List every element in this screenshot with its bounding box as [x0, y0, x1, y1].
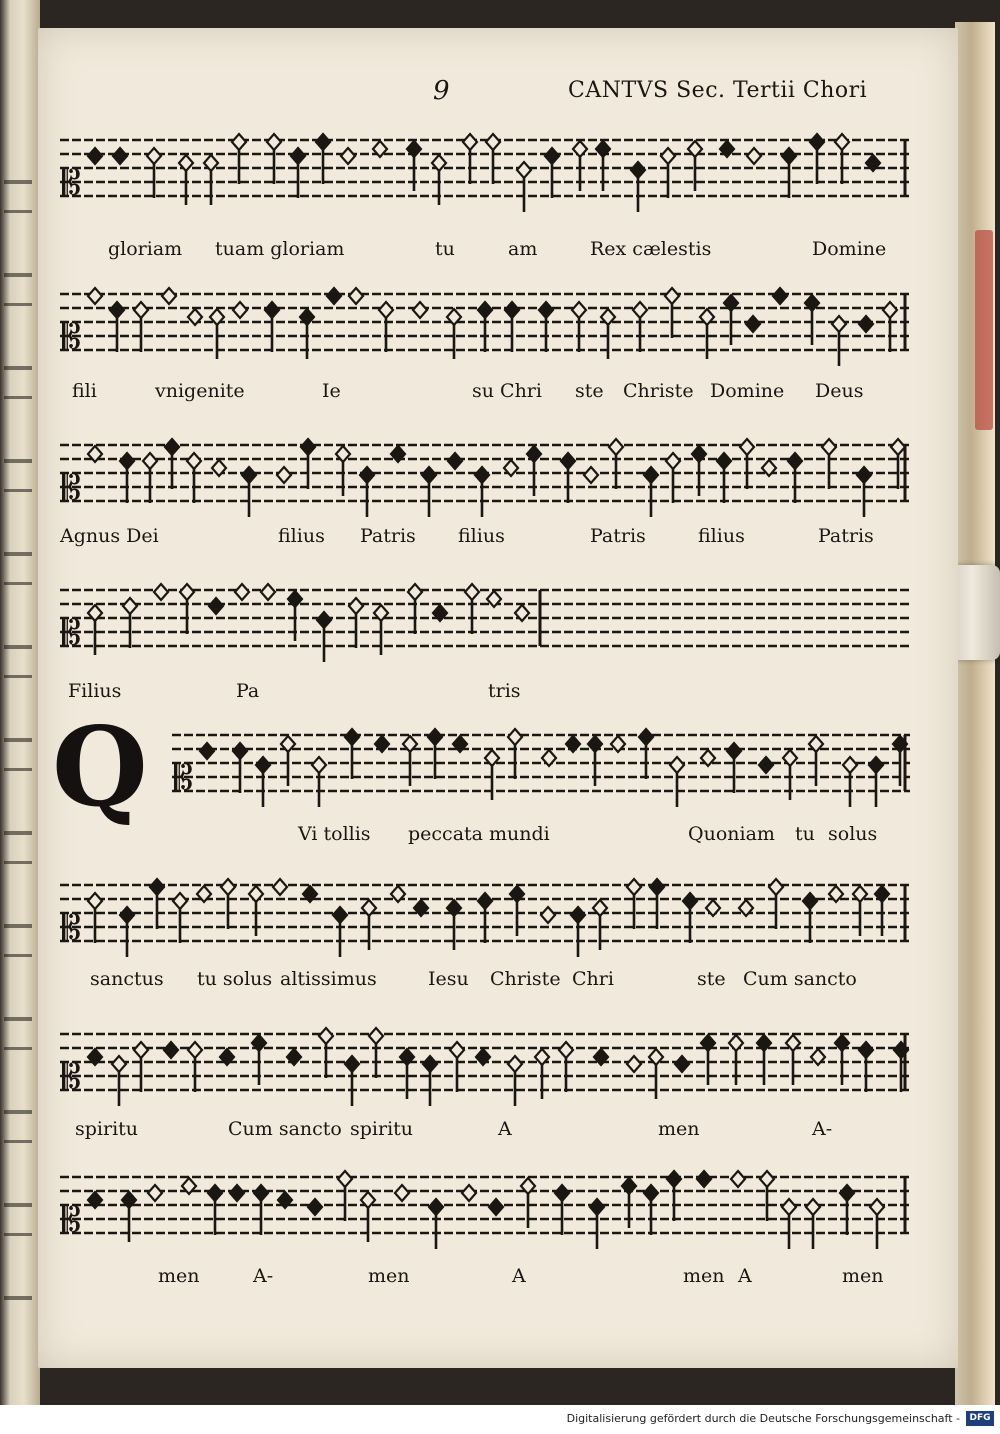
lyric-word: Patris — [818, 525, 874, 547]
note-glyph — [627, 1056, 641, 1072]
note-glyph — [869, 757, 883, 807]
note-glyph — [422, 467, 436, 517]
lyric-word: Filius — [68, 680, 122, 702]
page-header — [38, 48, 958, 106]
note-glyph — [148, 1185, 162, 1201]
note-glyph — [573, 141, 587, 191]
note-glyph — [666, 453, 680, 503]
note-glyph — [447, 309, 461, 359]
lyrics-line — [60, 968, 915, 998]
note-glyph — [88, 605, 102, 655]
note-glyph — [180, 584, 194, 634]
staff — [60, 1165, 915, 1265]
note-glyph — [782, 148, 796, 198]
lyric-word: Deus — [815, 380, 864, 402]
lyric-word: filius — [458, 525, 505, 547]
note-glyph — [319, 1028, 333, 1078]
note-glyph — [853, 886, 867, 936]
note-glyph — [773, 288, 787, 304]
lyric-word: Quoniam — [688, 823, 775, 845]
note-glyph — [256, 757, 270, 807]
note-glyph — [688, 141, 702, 191]
note-glyph — [508, 729, 522, 779]
music-system — [60, 128, 915, 228]
note-glyph — [360, 467, 374, 517]
lyric-word: am — [508, 238, 538, 260]
note-glyph — [400, 1049, 414, 1099]
clef-glyph: 𝄡 — [174, 758, 193, 798]
lyric-word: Agnus Dei — [60, 525, 159, 547]
note-glyph — [601, 309, 615, 359]
lyrics-line — [60, 823, 915, 853]
note-glyph — [188, 1042, 202, 1092]
lyric-word: A — [738, 1265, 752, 1287]
lyric-word: ste — [575, 380, 604, 402]
clef-glyph: 𝄡 — [62, 163, 81, 203]
note-glyph — [465, 584, 479, 634]
note-glyph — [179, 155, 193, 205]
note-glyph — [362, 900, 376, 950]
footer-bar — [0, 1405, 1000, 1434]
note-glyph — [729, 1035, 743, 1085]
note-glyph — [291, 148, 305, 198]
note-glyph — [559, 1042, 573, 1092]
note-glyph — [700, 309, 714, 359]
note-glyph — [692, 446, 706, 496]
note-glyph — [134, 1042, 148, 1092]
note-glyph — [327, 288, 341, 304]
note-glyph — [316, 134, 330, 184]
note-glyph — [123, 598, 137, 648]
note-glyph — [486, 134, 500, 184]
note-glyph — [235, 584, 249, 600]
lyric-word: Cum sancto — [743, 968, 857, 990]
note-glyph — [843, 757, 857, 807]
dfg-logo: DFG — [966, 1411, 994, 1426]
note-glyph — [308, 1199, 322, 1215]
lyrics-line — [60, 1118, 915, 1148]
note-glyph — [631, 162, 645, 212]
note-glyph — [349, 598, 363, 648]
note-glyph — [870, 1199, 884, 1249]
note-glyph — [242, 467, 256, 517]
initial-letter: Q — [52, 702, 148, 831]
note-glyph — [208, 1185, 222, 1235]
note-glyph — [622, 1178, 636, 1228]
note-glyph — [204, 155, 218, 205]
note-glyph — [809, 736, 823, 786]
note-glyph — [644, 467, 658, 517]
note-glyph — [232, 134, 246, 184]
note-glyph — [150, 879, 164, 929]
lyric-word: Patris — [360, 525, 416, 547]
red-bookmark-mark — [975, 230, 993, 430]
lyric-word: tuam gloriam — [215, 238, 345, 260]
staff — [60, 578, 915, 678]
note-glyph — [336, 446, 350, 496]
lyric-word: gloriam — [108, 238, 183, 260]
lyric-word: A- — [253, 1265, 274, 1287]
staff — [60, 723, 915, 823]
lyric-word: men — [658, 1118, 700, 1140]
note-glyph — [120, 453, 134, 503]
note-glyph — [545, 148, 559, 198]
lyric-word: Domine — [710, 380, 785, 402]
note-glyph — [740, 439, 754, 489]
note-glyph — [162, 288, 176, 304]
clef-glyph: 𝄡 — [62, 1057, 81, 1097]
note-glyph — [288, 591, 302, 641]
note-glyph — [122, 1192, 136, 1242]
note-glyph — [221, 879, 235, 929]
note-glyph — [312, 757, 326, 807]
lyric-word: Cum sancto — [228, 1118, 342, 1140]
note-glyph — [805, 295, 819, 345]
note-glyph — [661, 148, 675, 198]
note-glyph — [361, 1192, 375, 1242]
note-glyph — [265, 302, 279, 352]
note-glyph — [300, 309, 314, 359]
note-glyph — [478, 302, 492, 352]
note-glyph — [267, 134, 281, 184]
note-glyph — [875, 886, 889, 936]
note-glyph — [521, 1178, 535, 1228]
note-glyph — [432, 155, 446, 205]
note-glyph — [489, 1199, 503, 1215]
lyric-word: ste — [697, 968, 726, 990]
music-system — [60, 723, 915, 823]
note-glyph — [683, 893, 697, 943]
note-glyph — [747, 148, 761, 164]
note-glyph — [593, 900, 607, 950]
lyrics-line — [60, 525, 915, 555]
clef-glyph: 𝄡 — [62, 613, 81, 653]
note-glyph — [505, 302, 519, 352]
note-glyph — [113, 148, 127, 164]
note-glyph — [395, 1185, 409, 1201]
lyric-word: men — [683, 1265, 725, 1287]
note-glyph — [535, 1049, 549, 1099]
note-glyph — [478, 893, 492, 943]
note-glyph — [379, 302, 393, 352]
note-glyph — [187, 453, 201, 503]
note-glyph — [596, 141, 610, 191]
lyric-word: A — [498, 1118, 512, 1140]
note-glyph — [584, 467, 598, 483]
note-glyph — [539, 302, 553, 352]
note-glyph — [408, 584, 422, 634]
note-glyph — [701, 1035, 715, 1085]
note-glyph — [588, 736, 602, 786]
music-system — [60, 873, 915, 973]
note-glyph — [301, 439, 315, 489]
note-glyph — [450, 1042, 464, 1092]
lyric-word: spiritu — [350, 1118, 414, 1140]
note-glyph — [345, 729, 359, 779]
clef-glyph: 𝄡 — [62, 468, 81, 508]
note-glyph — [891, 439, 905, 489]
note-glyph — [210, 309, 224, 359]
note-glyph — [517, 162, 531, 212]
note-glyph — [403, 736, 417, 786]
note-glyph — [810, 134, 824, 184]
note-glyph — [134, 302, 148, 352]
lyric-word: su Chri — [472, 380, 542, 402]
note-glyph — [760, 1171, 774, 1221]
lyric-word: vnigenite — [155, 380, 245, 402]
lyric-word: filius — [698, 525, 745, 547]
note-glyph — [200, 743, 214, 759]
note-glyph — [541, 907, 555, 923]
lyric-word: Chri — [572, 968, 614, 990]
note-glyph — [429, 1199, 443, 1249]
note-glyph — [428, 729, 442, 779]
note-glyph — [508, 1056, 522, 1106]
note-glyph — [859, 316, 873, 332]
lyric-word: peccata mundi — [408, 823, 550, 845]
note-glyph — [782, 1199, 796, 1249]
note-glyph — [110, 302, 124, 352]
lyric-word: sanctus — [90, 968, 164, 990]
note-glyph — [277, 467, 291, 483]
lyrics-line — [60, 1265, 915, 1295]
note-glyph — [475, 467, 489, 517]
page-number: 9 — [433, 76, 450, 106]
note-glyph — [665, 288, 679, 338]
lyric-word: Ie — [322, 380, 341, 402]
note-glyph — [233, 302, 247, 318]
note-glyph — [675, 1056, 689, 1072]
note-glyph — [783, 750, 797, 800]
note-glyph — [572, 302, 586, 352]
note-glyph — [840, 1185, 854, 1235]
note-glyph — [857, 467, 871, 517]
lyrics-line — [60, 238, 915, 268]
note-glyph — [806, 1199, 820, 1249]
lyric-word: solus — [828, 823, 878, 845]
note-glyph — [649, 1049, 663, 1099]
note-glyph — [724, 295, 738, 345]
lyric-word: men — [158, 1265, 200, 1287]
lyric-word: tu — [435, 238, 455, 260]
note-glyph — [609, 439, 623, 489]
note-glyph — [230, 1185, 244, 1201]
note-glyph — [173, 893, 187, 943]
note-glyph — [788, 453, 802, 503]
staff — [60, 873, 915, 973]
staff — [60, 1022, 915, 1122]
note-glyph — [727, 743, 741, 793]
note-glyph — [463, 134, 477, 184]
note-glyph — [746, 316, 760, 332]
note-glyph — [447, 900, 461, 950]
lyric-word: Christe — [623, 380, 694, 402]
note-glyph — [670, 757, 684, 807]
lyric-word: filius — [278, 525, 325, 547]
note-glyph — [249, 886, 263, 936]
lyric-word: tris — [488, 680, 521, 702]
staff — [60, 128, 915, 228]
note-glyph — [369, 1028, 383, 1078]
note-glyph — [832, 316, 846, 366]
note-glyph — [822, 439, 836, 489]
note-glyph — [88, 148, 102, 164]
note-glyph — [717, 453, 731, 503]
note-glyph — [555, 1185, 569, 1235]
left-binding — [0, 0, 40, 1405]
note-glyph — [374, 605, 388, 655]
note-glyph — [147, 148, 161, 198]
note-glyph — [261, 584, 275, 600]
note-glyph — [835, 1035, 849, 1085]
note-glyph — [835, 134, 849, 184]
lyrics-line — [60, 380, 915, 410]
clef-glyph: 𝄡 — [62, 317, 81, 357]
note-glyph — [88, 893, 102, 943]
note-glyph — [639, 729, 653, 779]
lyric-word: Rex cælestis — [590, 238, 712, 260]
note-glyph — [143, 453, 157, 503]
staff — [60, 282, 915, 382]
note-glyph — [349, 288, 363, 304]
lyric-word: Patris — [590, 525, 646, 547]
note-glyph — [120, 907, 134, 957]
note-glyph — [317, 612, 331, 662]
note-glyph — [164, 1042, 178, 1058]
lyric-word: A — [512, 1265, 526, 1287]
lyric-word: tu — [795, 823, 815, 845]
note-glyph — [165, 439, 179, 489]
note-glyph — [759, 757, 773, 773]
note-glyph — [633, 302, 647, 352]
clef-glyph: 𝄡 — [62, 908, 81, 948]
note-glyph — [650, 879, 664, 929]
note-glyph — [273, 879, 287, 895]
lyric-word: fili — [72, 380, 97, 402]
lyric-word: men — [842, 1265, 884, 1287]
note-glyph — [786, 1035, 800, 1085]
music-system — [60, 1022, 915, 1122]
lyric-word: A- — [812, 1118, 833, 1140]
note-glyph — [803, 893, 817, 943]
note-glyph — [407, 141, 421, 191]
lyric-word: Pa — [236, 680, 260, 702]
lyric-word: Domine — [812, 238, 887, 260]
note-glyph — [883, 302, 897, 352]
note-glyph — [769, 879, 783, 929]
note-glyph — [209, 598, 223, 614]
note-glyph — [341, 148, 355, 164]
spine-marks — [4, 120, 32, 1320]
note-glyph — [252, 1035, 266, 1085]
note-glyph — [281, 736, 295, 786]
note-glyph — [88, 288, 102, 304]
note-glyph — [644, 1185, 658, 1235]
note-glyph — [627, 879, 641, 929]
lyrics-line — [60, 680, 915, 710]
note-glyph — [112, 1056, 126, 1106]
music-system — [60, 1165, 915, 1265]
note-glyph — [590, 1199, 604, 1249]
lyric-word: Christe — [490, 968, 561, 990]
lyric-word: spiritu — [75, 1118, 139, 1140]
note-glyph — [667, 1171, 681, 1221]
note-glyph — [571, 907, 585, 957]
note-glyph — [413, 302, 427, 318]
note-glyph — [462, 1185, 476, 1201]
note-glyph — [345, 1056, 359, 1106]
note-glyph — [527, 446, 541, 496]
note-glyph — [561, 453, 575, 503]
clef-glyph: 𝄡 — [62, 1200, 81, 1240]
lyric-word: altissimus — [280, 968, 377, 990]
note-glyph — [485, 750, 499, 800]
lyric-word: Iesu — [428, 968, 469, 990]
lyric-word: Vi tollis — [298, 823, 371, 845]
note-glyph — [757, 1035, 771, 1085]
note-glyph — [254, 1185, 268, 1235]
note-glyph — [859, 1042, 873, 1092]
note-glyph — [233, 743, 247, 793]
note-glyph — [333, 907, 347, 957]
music-system — [60, 578, 915, 678]
note-glyph — [338, 1171, 352, 1221]
running-title: CANTVS Sec. Tertii Chori — [568, 78, 868, 103]
note-glyph — [448, 453, 462, 469]
note-glyph — [697, 1171, 711, 1187]
lyric-word: tu solus — [197, 968, 273, 990]
note-glyph — [510, 886, 524, 936]
note-glyph — [423, 1056, 437, 1106]
music-system — [60, 282, 915, 382]
footer-text: Digitalisierung gefördert durch die Deutsche Forschungsgemeinschaft - — [566, 1412, 960, 1425]
music-system — [60, 433, 915, 533]
note-glyph — [154, 584, 168, 600]
staff — [60, 433, 915, 533]
lyric-word: men — [368, 1265, 410, 1287]
note-glyph — [731, 1171, 745, 1187]
